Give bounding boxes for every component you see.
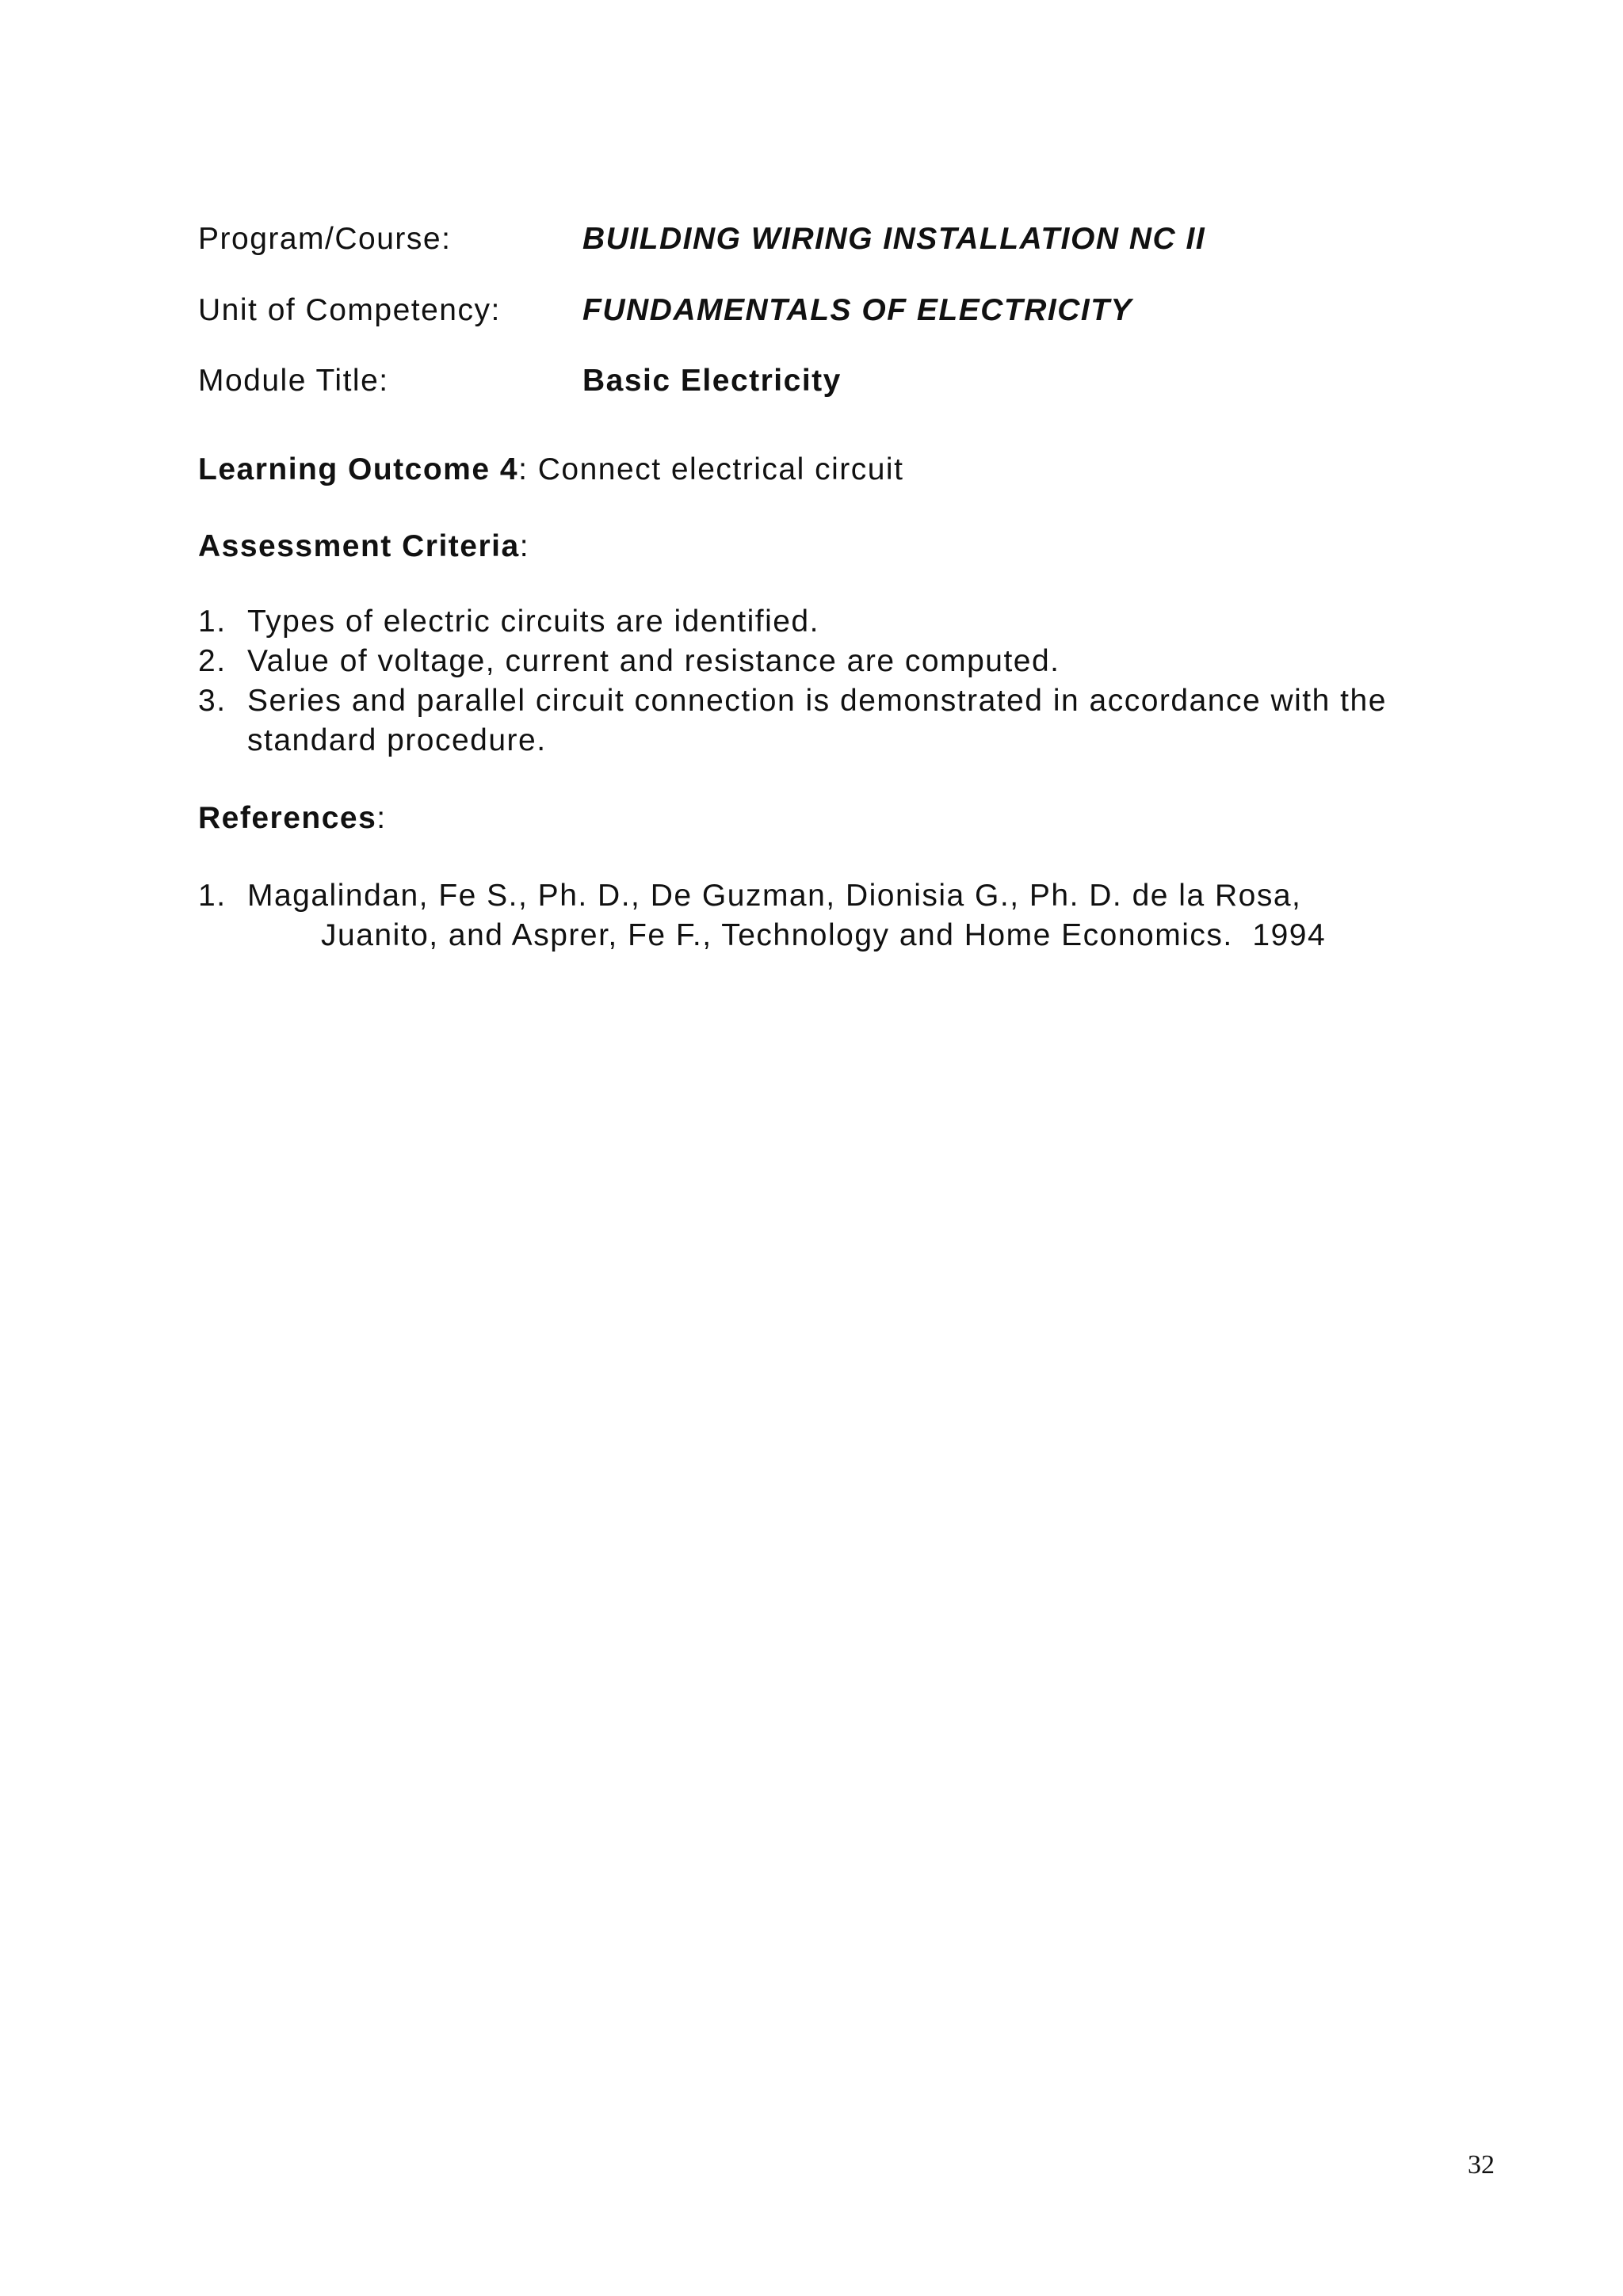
assessment-criteria-item	[198, 681, 1490, 761]
references-heading	[198, 803, 387, 833]
references-colon: :	[376, 801, 387, 835]
reference-item	[198, 876, 1498, 955]
module-title-value: Basic Electricity	[582, 364, 842, 398]
list-number: 1.	[198, 879, 227, 913]
learning-outcome-separator: :	[518, 452, 529, 486]
list-text: Value of voltage, current and resistance are computed.	[247, 644, 1060, 678]
module-title-label: Module Title:	[198, 364, 389, 398]
assessment-criteria-heading	[198, 531, 529, 562]
reference-line-1: Magalindan, Fe S., Ph. D., De Guzman, Dionisia G., Ph. D. de la Rosa,	[247, 879, 1302, 913]
learning-outcome	[198, 454, 903, 485]
page-number: 32	[1468, 2150, 1495, 2180]
assessment-criteria-item	[198, 642, 1498, 681]
unit-of-competency-value: FUNDAMENTALS OF ELECTRICITY	[582, 293, 1133, 327]
assessment-criteria-item	[198, 602, 1498, 642]
assessment-criteria-colon: :	[519, 529, 530, 563]
learning-outcome-text: Connect electrical circuit	[537, 452, 904, 486]
program-course-label: Program/Course:	[198, 222, 452, 256]
references-title: References	[198, 801, 377, 835]
unit-of-competency-label: Unit of Competency:	[198, 293, 501, 327]
learning-outcome-label: Learning Outcome 4	[198, 452, 519, 486]
list-number: 1.	[198, 605, 227, 639]
list-number: 3.	[198, 684, 227, 718]
list-number: 2.	[198, 644, 227, 678]
list-text: Series and parallel circuit connection is demonstrated in accordance with the standard procedure.	[247, 684, 1387, 757]
reference-line-2: Juanito, and Asprer, Fe F., Technology and Home Economics. 1994	[321, 918, 1327, 952]
list-text: Types of electric circuits are identified.	[247, 605, 819, 639]
assessment-criteria-title: Assessment Criteria	[198, 529, 520, 563]
program-course-value: BUILDING WIRING INSTALLATION NC II	[582, 222, 1206, 256]
